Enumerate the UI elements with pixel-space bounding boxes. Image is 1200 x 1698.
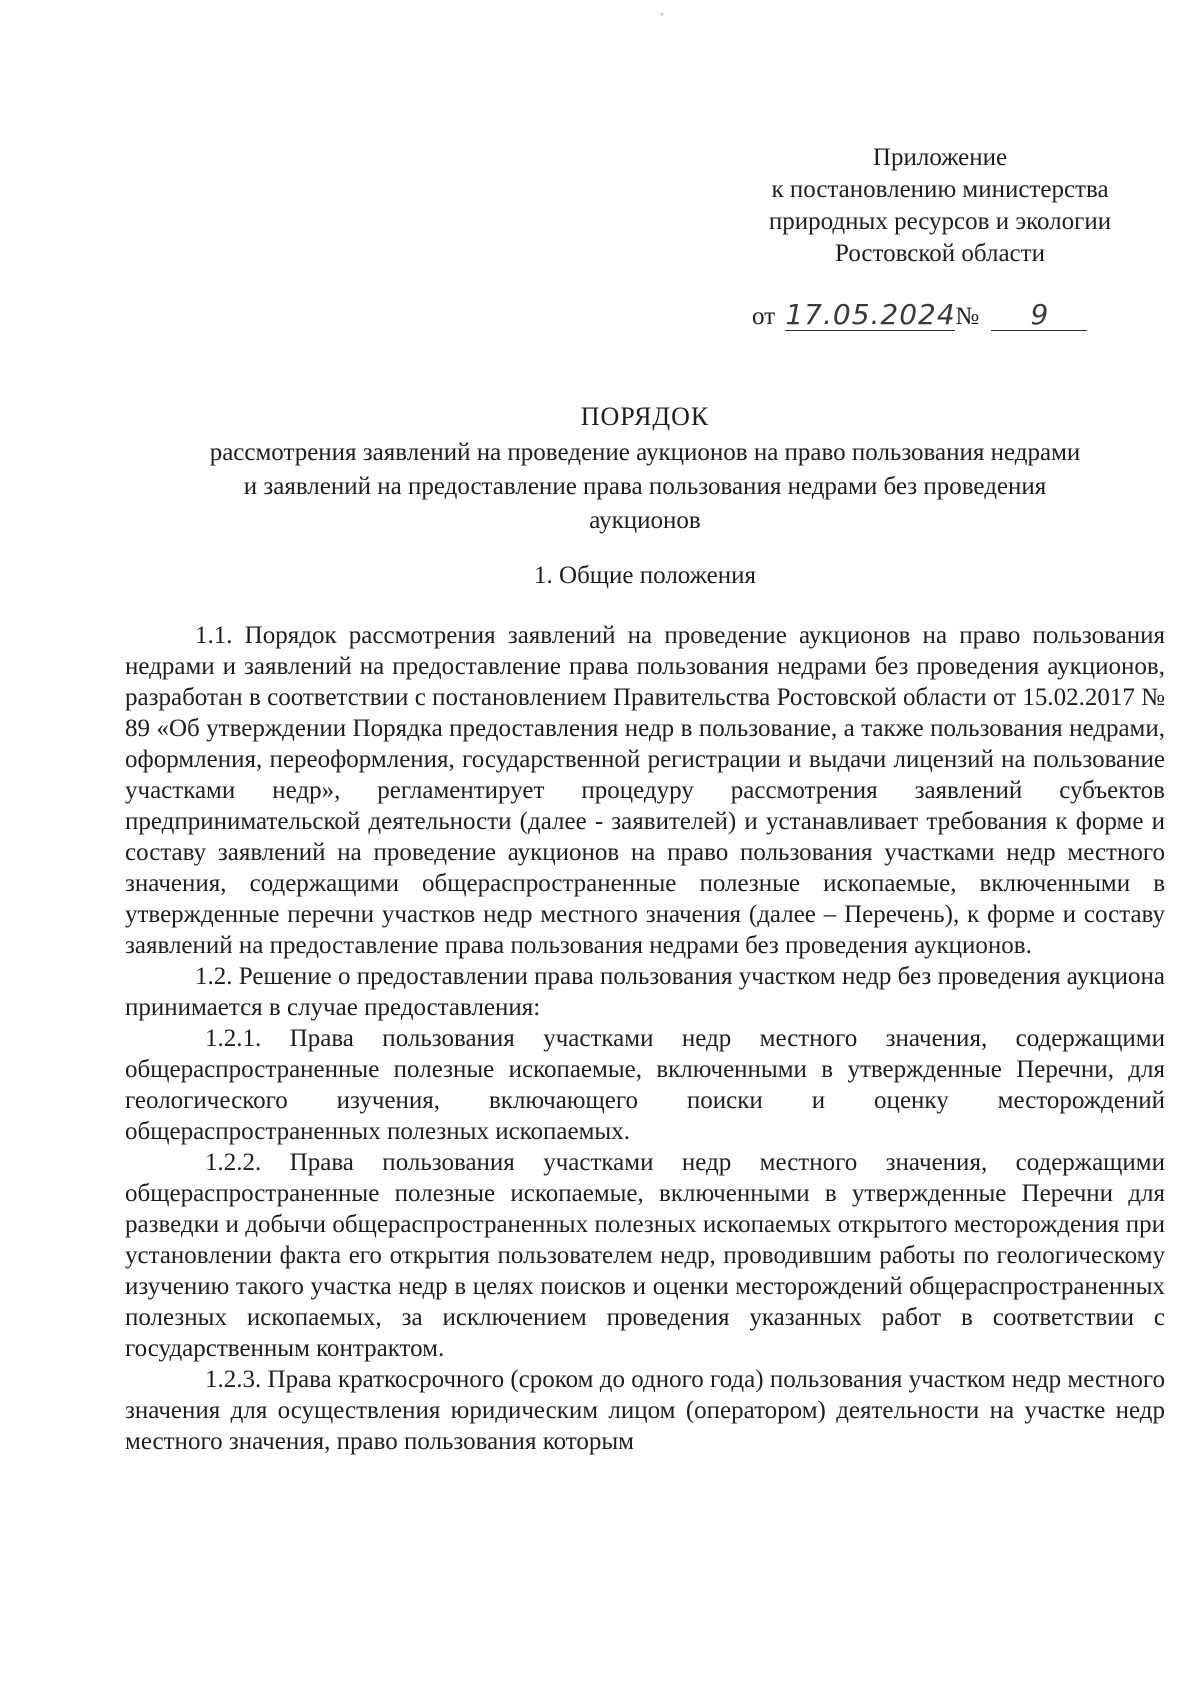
date-prefix: от: [752, 303, 776, 330]
paragraph-1-2-2: 1.2.2. Права пользования участками недр местного значения, содержащими общераспространенные полезные ископаемые, включенными в утвержденные Перечни для разведки и добычи общераспространенных полезных ископаемых открытого месторождения при установлении факта его открытия пользователем недр, проводившим работы по геологическому изучению такого участка недр в целях поисков и оценки месторождений общераспространенных полезных ископаемых, за исключением проведения указанных работ в соответствии с государственным контрактом.: [125, 1149, 1165, 1362]
handwritten-date: 17.05.2024: [785, 298, 956, 331]
appendix-line: Ростовской области: [835, 240, 1045, 267]
scan-mark: ": [660, 12, 664, 22]
paragraph-1-1: 1.1. Порядок рассмотрения заявлений на проведение аукционов на право пользования недрами и заявлений на предоставление права пользования недрами без проведения аукционов, разработан в соответствии с постановлением Правительства Ростовской области от 15.02.2017 № 89 «Об утверждении Порядка предоставления недр в пользование, а также пользования недрами, оформления, переоформления, государственной регистрации и выдачи лицензий на пользование участками недр», регламентирует процедуру рассмотрения заявлений субъектов предпринимательской деятельности (далее - заявителей) и устанавливает требования к форме и составу заявлений на проведение аукционов на право пользования участками недр местного значения, содержащими общераспространенные полезные ископаемые, включенными в утвержденные перечни участков недр местного значения (далее – Перечень), к форме и составу заявлений на предоставление права пользования недрами без проведения аукционов.: [125, 622, 1165, 959]
appendix-block: [690, 142, 1190, 270]
date-number-line: [752, 300, 1087, 331]
document-subtitle-line: аукционов: [589, 507, 701, 534]
paragraph-1-2-1: 1.2.1. Права пользования участками недр местного значения, содержащими общераспространенные полезные ископаемые, включенными в утвержденные Перечни, для геологического изучения, включающего поиски и оценку месторождений общераспространенных полезных ископаемых.: [125, 1025, 1165, 1145]
number-sign: №: [955, 303, 980, 330]
paragraph-1-2: 1.2. Решение о предоставлении права пользования участком недр без проведения аукциона принимается в случае предоставления:: [125, 963, 1165, 1021]
appendix-line: природных ресурсов и экологии: [768, 208, 1112, 235]
document-title-block: [125, 400, 1165, 538]
document-body: [125, 620, 1165, 1457]
document-subtitle-line: рассмотрения заявлений на проведение аукционов на право пользования недрами: [209, 439, 1081, 466]
paragraph-1-2-3: 1.2.3. Права краткосрочного (сроком до одного года) пользования участком недр местного значения для осуществления юридическим лицом (оператором) деятельности на участке недр местного значения, право пользования которым: [125, 1366, 1165, 1455]
section-heading: 1. Общие положения: [534, 562, 756, 589]
appendix-line: к постановлению министерства: [771, 176, 1109, 203]
document-subtitle-line: и заявлений на предоставление права пользования недрами без проведения: [243, 473, 1047, 500]
handwritten-number: 9: [991, 300, 1087, 331]
document-title: ПОРЯДОК: [580, 402, 710, 431]
appendix-line: Приложение: [872, 144, 1008, 171]
